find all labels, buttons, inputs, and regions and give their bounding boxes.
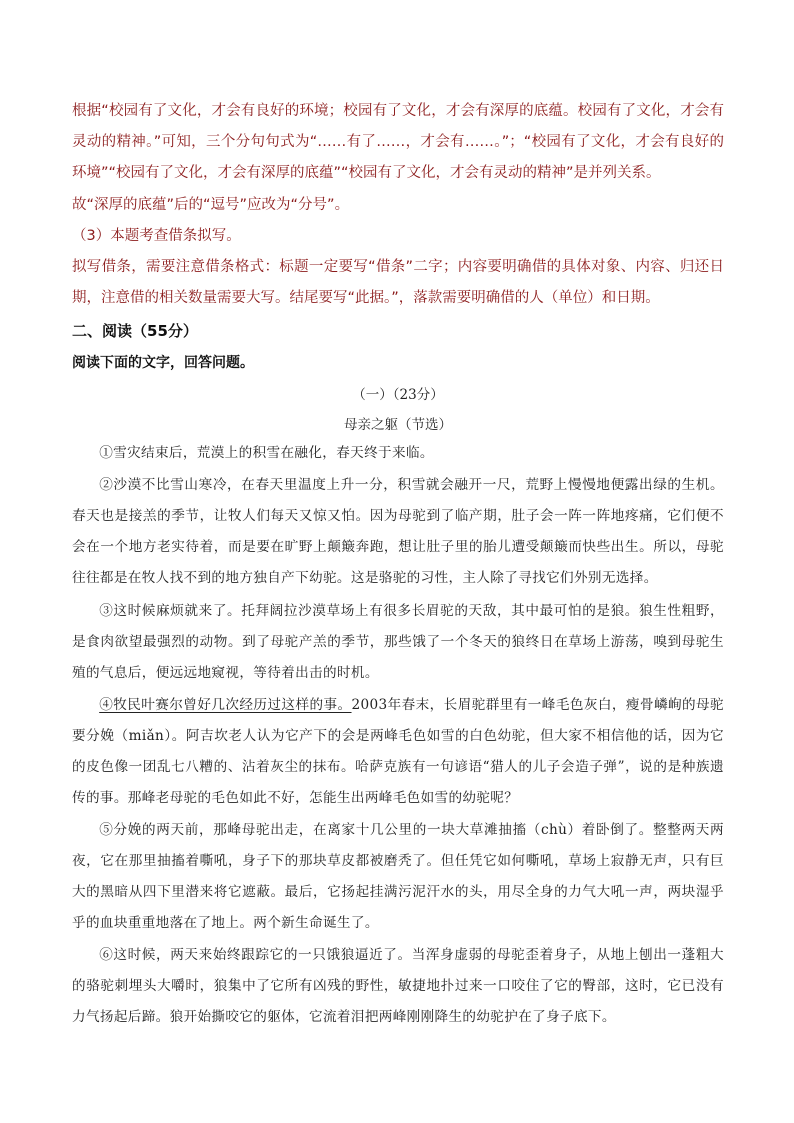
passage-paragraph-4	[72, 690, 724, 814]
answer-paragraph-3: （3）本题考查借条拟写。	[72, 228, 241, 244]
passage-paragraph-4-rest: 2003年春末，长眉驼群里有一峰毛色灰白，瘦骨嶙峋的母驼要分娩（miǎn）。阿吉坎老人认为它产下的会是两峰毛色如雪的白色幼驼，但大家不相信他的话，因为它的皮色像一团乱七八糟的、沾着灰尘的抹布。哈萨克族有一句谚语“猎人的儿子会造子弹”，说的是种族遗传的事。那峰老母驼的毛色如此不好，怎能生出两峰毛色如雪的幼驼呢？	[72, 697, 724, 806]
passage-title: 母亲之躯（节选）	[344, 417, 452, 433]
underlined-sentence: ④牧民叶赛尔曾好几次经历过这样的事。	[99, 697, 352, 713]
answer-paragraph-4: 拟写借条，需要注意借条格式：标题一定要写“借条”二字；内容要明确借的具体对象、内容、归还日期，注意借的相关数量需要大写。结尾要写“此据。”，落款需要明确借的人（单位）和日期。	[72, 259, 724, 306]
section-heading: 二、阅读（55分）	[72, 322, 198, 340]
passage-paragraph-1: ①雪灾结束后，荒漠上的积雪在融化，春天终于来临。	[99, 445, 434, 461]
passage-paragraph-3: ③这时候麻烦就来了。托拜阔拉沙漠草场上有很多长眉驼的天敌，其中最可怕的是狼。狼生性粗野，是食肉欲望最强烈的动物。到了母驼产羔的季节，那些饿了一个冬天的狼终日在草场上游荡，嗅到母驼生殖的气息后，便远远地窥视，等待着出击的时机。	[72, 603, 724, 681]
passage-paragraph-2: ②沙漠不比雪山寒冷，在春天里温度上升一分，积雪就会融开一尺，荒野上慢慢地便露出绿的生机。春天也是接羔的季节，让牧人们每天又惊又怕。因为母驼到了临产期，肚子会一阵一阵地疼痛，它们便不会在一个地方老实待着，而是要在旷野上颠簸奔跑，想让肚子里的胎儿遭受颠簸而快些出生。所以，母驼往往都是在牧人找不到的地方独自产下幼驼。这是骆驼的习性，主人除了寻找它们外别无选择。	[72, 477, 724, 586]
answer-paragraph-1: 根据“校园有了文化，才会有良好的环境；校园有了文化，才会有深厚的底蕴。校园有了文化，才会有灵动的精神。”可知，三个分句句式为“……有了……，才会有……。”；“校园有了文化，才会有良好的环境”“校园有了文化，才会有深厚的底蕴”“校园有了文化，才会有灵动的精神”是并列关系。	[72, 103, 724, 181]
passage-paragraph-6: ⑥这时候，两天来始终跟踪它的一只饿狼逼近了。当浑身虚弱的母驼歪着身子，从地上刨出一蓬粗大的骆驼刺埋头大嚼时，狼集中了它所有凶残的野性，敏捷地扑过来一口咬住了它的臀部，这时，它已没有力气扬起后蹄。狼开始撕咬它的躯体，它流着泪把两峰刚刚降生的幼驼护在了身子底下。	[72, 947, 724, 1025]
passage-paragraph-5: ⑤分娩的两天前，那峰母驼出走，在离家十几公里的一块大草滩抽搐（chù）着卧倒了。整整两天两夜，它在那里抽搐着嘶吼，身子下的那块草皮都被磨秃了。但任凭它如何嘶吼，草场上寂静无声，只有巨大的黑暗从四下里潜来将它遮蔽。最后，它扬起挂满污泥汗水的头，用尽全身的力气大吼一声，两块湿乎乎的血块重重地落在了地上。两个新生命诞生了。	[72, 822, 724, 931]
part-label: （一）（23分）	[352, 387, 444, 403]
reading-instruction: 阅读下面的文字，回答问题。	[72, 355, 254, 371]
answer-paragraph-2: 故“深厚的底蕴”后的“逗号”应改为“分号”。	[72, 197, 350, 213]
